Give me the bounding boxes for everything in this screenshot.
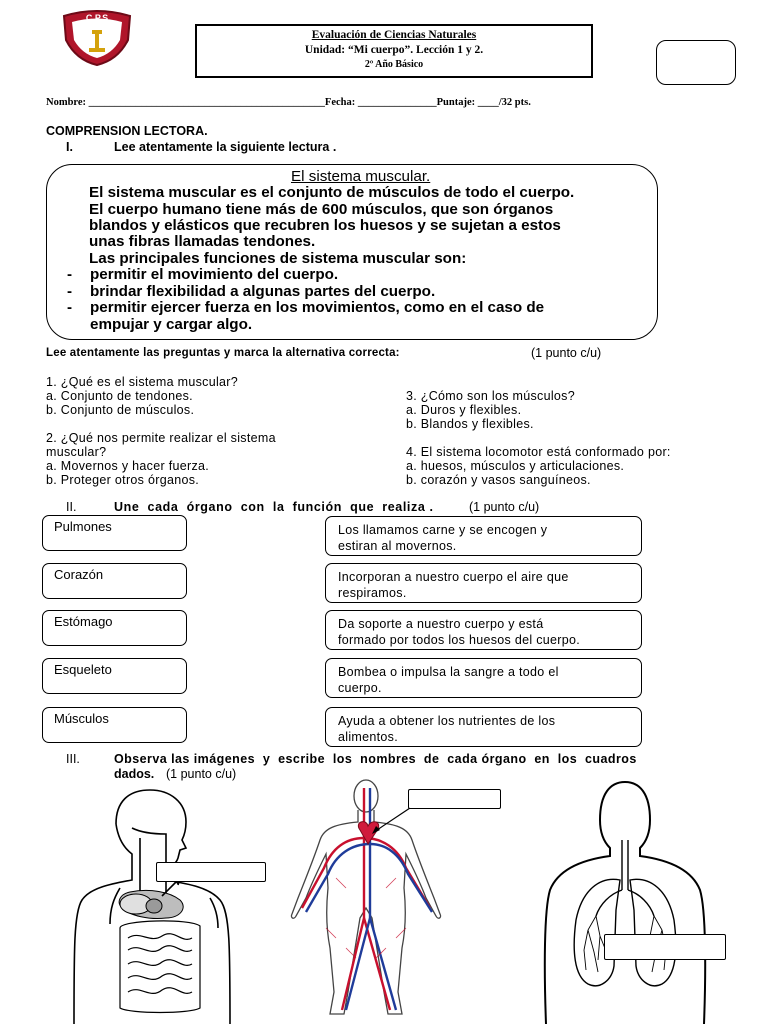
- answer-box-respiratory[interactable]: [604, 934, 726, 960]
- function-box[interactable]: [325, 516, 642, 556]
- option-4b[interactable]: b. corazón y vasos sanguíneos.: [406, 473, 591, 487]
- question-4: 4. El sistema locomotor está conformado por:: [406, 445, 671, 459]
- section-2-instruction: Une cada órgano con la función que realiza .: [114, 500, 434, 514]
- function-box[interactable]: [325, 563, 642, 603]
- option-2a[interactable]: a. Movernos y hacer fuerza.: [46, 459, 210, 473]
- option-1a[interactable]: a. Conjunto de tendones.: [46, 389, 193, 403]
- student-info-line[interactable]: Nombre: _____________________________________________Fecha: _______________Puntaje: ____/32 pts.: [46, 97, 531, 108]
- bullet-text: brindar flexibilidad a algunas partes del cuerpo.: [90, 283, 436, 300]
- logo-lettering: C.P.S: [85, 13, 109, 23]
- questions-instruction: Lee atentamente las preguntas y marca la alternativa correcta:: [46, 347, 400, 359]
- reading-line: Las principales funciones de sistema muscular son:: [89, 250, 467, 267]
- bullet-text: permitir el movimiento del cuerpo.: [90, 266, 339, 283]
- option-3b[interactable]: b. Blandos y flexibles.: [406, 417, 534, 431]
- section-3-numeral: III.: [66, 752, 80, 766]
- question-3: 3. ¿Cómo son los músculos?: [406, 389, 575, 403]
- title-line-2: Unidad: “Mi cuerpo”. Lección 1 y 2.: [304, 44, 484, 56]
- reading-title: El sistema muscular.: [291, 168, 431, 185]
- option-4a[interactable]: a. huesos, músculos y articulaciones.: [406, 459, 625, 473]
- function-box[interactable]: [325, 658, 642, 698]
- bullet-dash: -: [67, 266, 73, 283]
- score-box[interactable]: [656, 40, 736, 85]
- function-box[interactable]: [325, 707, 642, 747]
- function-text: Ayuda a obtener los nutrientes de los: [338, 714, 556, 728]
- title-line-1: Evaluación de Ciencias Naturales: [311, 29, 477, 41]
- respiratory-system-illustration: [540, 780, 710, 1024]
- function-text: formado por todos los huesos del cuerpo.: [338, 633, 580, 647]
- bullet-dash: -: [67, 283, 73, 300]
- function-text: respiramos.: [338, 586, 407, 600]
- digestive-system-illustration: [70, 788, 270, 1024]
- option-2b[interactable]: b. Proteger otros órganos.: [46, 473, 200, 487]
- function-text: cuerpo.: [338, 681, 382, 695]
- title-box: [195, 24, 593, 78]
- section-2-points: (1 punto c/u): [469, 500, 540, 514]
- reading-line: El sistema muscular es el conjunto de músculos de todo el cuerpo.: [89, 184, 575, 201]
- bullet-text: empujar y cargar algo.: [90, 316, 253, 333]
- bullet-text: permitir ejercer fuerza en los movimientos, como en el caso de: [90, 299, 545, 316]
- answer-box-digestive[interactable]: [156, 862, 266, 882]
- function-text: Los llamamos carne y se encogen y: [338, 523, 548, 537]
- question-2-cont: muscular?: [46, 445, 107, 459]
- section-3-instruction: Observa las imágenes y escribe los nombres de cada órgano en los cuadros: [114, 752, 637, 766]
- reading-line: blandos y elásticos que recubren los huesos y se sujetan a estos: [89, 217, 561, 234]
- section-2-numeral: II.: [66, 500, 77, 514]
- section-1-numeral: I.: [66, 140, 73, 154]
- organ-box-esqueleto[interactable]: Esqueleto: [42, 658, 187, 694]
- organ-box-pulmones[interactable]: Pulmones: [42, 515, 187, 551]
- organ-box-corazon[interactable]: Corazón: [42, 563, 187, 599]
- function-text: estiran al movernos.: [338, 539, 457, 553]
- question-1: 1. ¿Qué es el sistema muscular?: [46, 375, 239, 389]
- school-logo: [56, 10, 138, 66]
- circulatory-system-illustration: [286, 778, 446, 1024]
- option-3a[interactable]: a. Duros y flexibles.: [406, 403, 522, 417]
- questions-points: (1 punto c/u): [531, 346, 602, 360]
- answer-box-circulatory[interactable]: [408, 789, 501, 809]
- reading-line: unas fibras llamadas tendones.: [89, 233, 316, 250]
- function-box[interactable]: [325, 610, 642, 650]
- reading-line: El cuerpo humano tiene más de 600 músculos, que son órganos: [89, 201, 554, 218]
- bullet-dash: -: [67, 299, 73, 316]
- title-line-3: 2º Año Básico: [364, 59, 424, 70]
- organ-box-estomago[interactable]: Estómago: [42, 610, 187, 646]
- function-text: Bombea o impulsa la sangre a todo el: [338, 665, 559, 679]
- option-1b[interactable]: b. Conjunto de músculos.: [46, 403, 195, 417]
- function-text: alimentos.: [338, 730, 398, 744]
- section-3-points: (1 punto c/u): [166, 767, 237, 781]
- function-text: Incorporan a nuestro cuerpo el aire que: [338, 570, 569, 584]
- organ-box-musculos[interactable]: Músculos: [42, 707, 187, 743]
- section-3-instruction-cont: dados.: [114, 767, 155, 781]
- function-text: Da soporte a nuestro cuerpo y está: [338, 617, 544, 631]
- section-1-instruction: Lee atentamente la siguiente lectura .: [114, 140, 337, 154]
- section-heading: COMPRENSION LECTORA.: [46, 124, 208, 138]
- question-2: 2. ¿Qué nos permite realizar el sistema: [46, 431, 276, 445]
